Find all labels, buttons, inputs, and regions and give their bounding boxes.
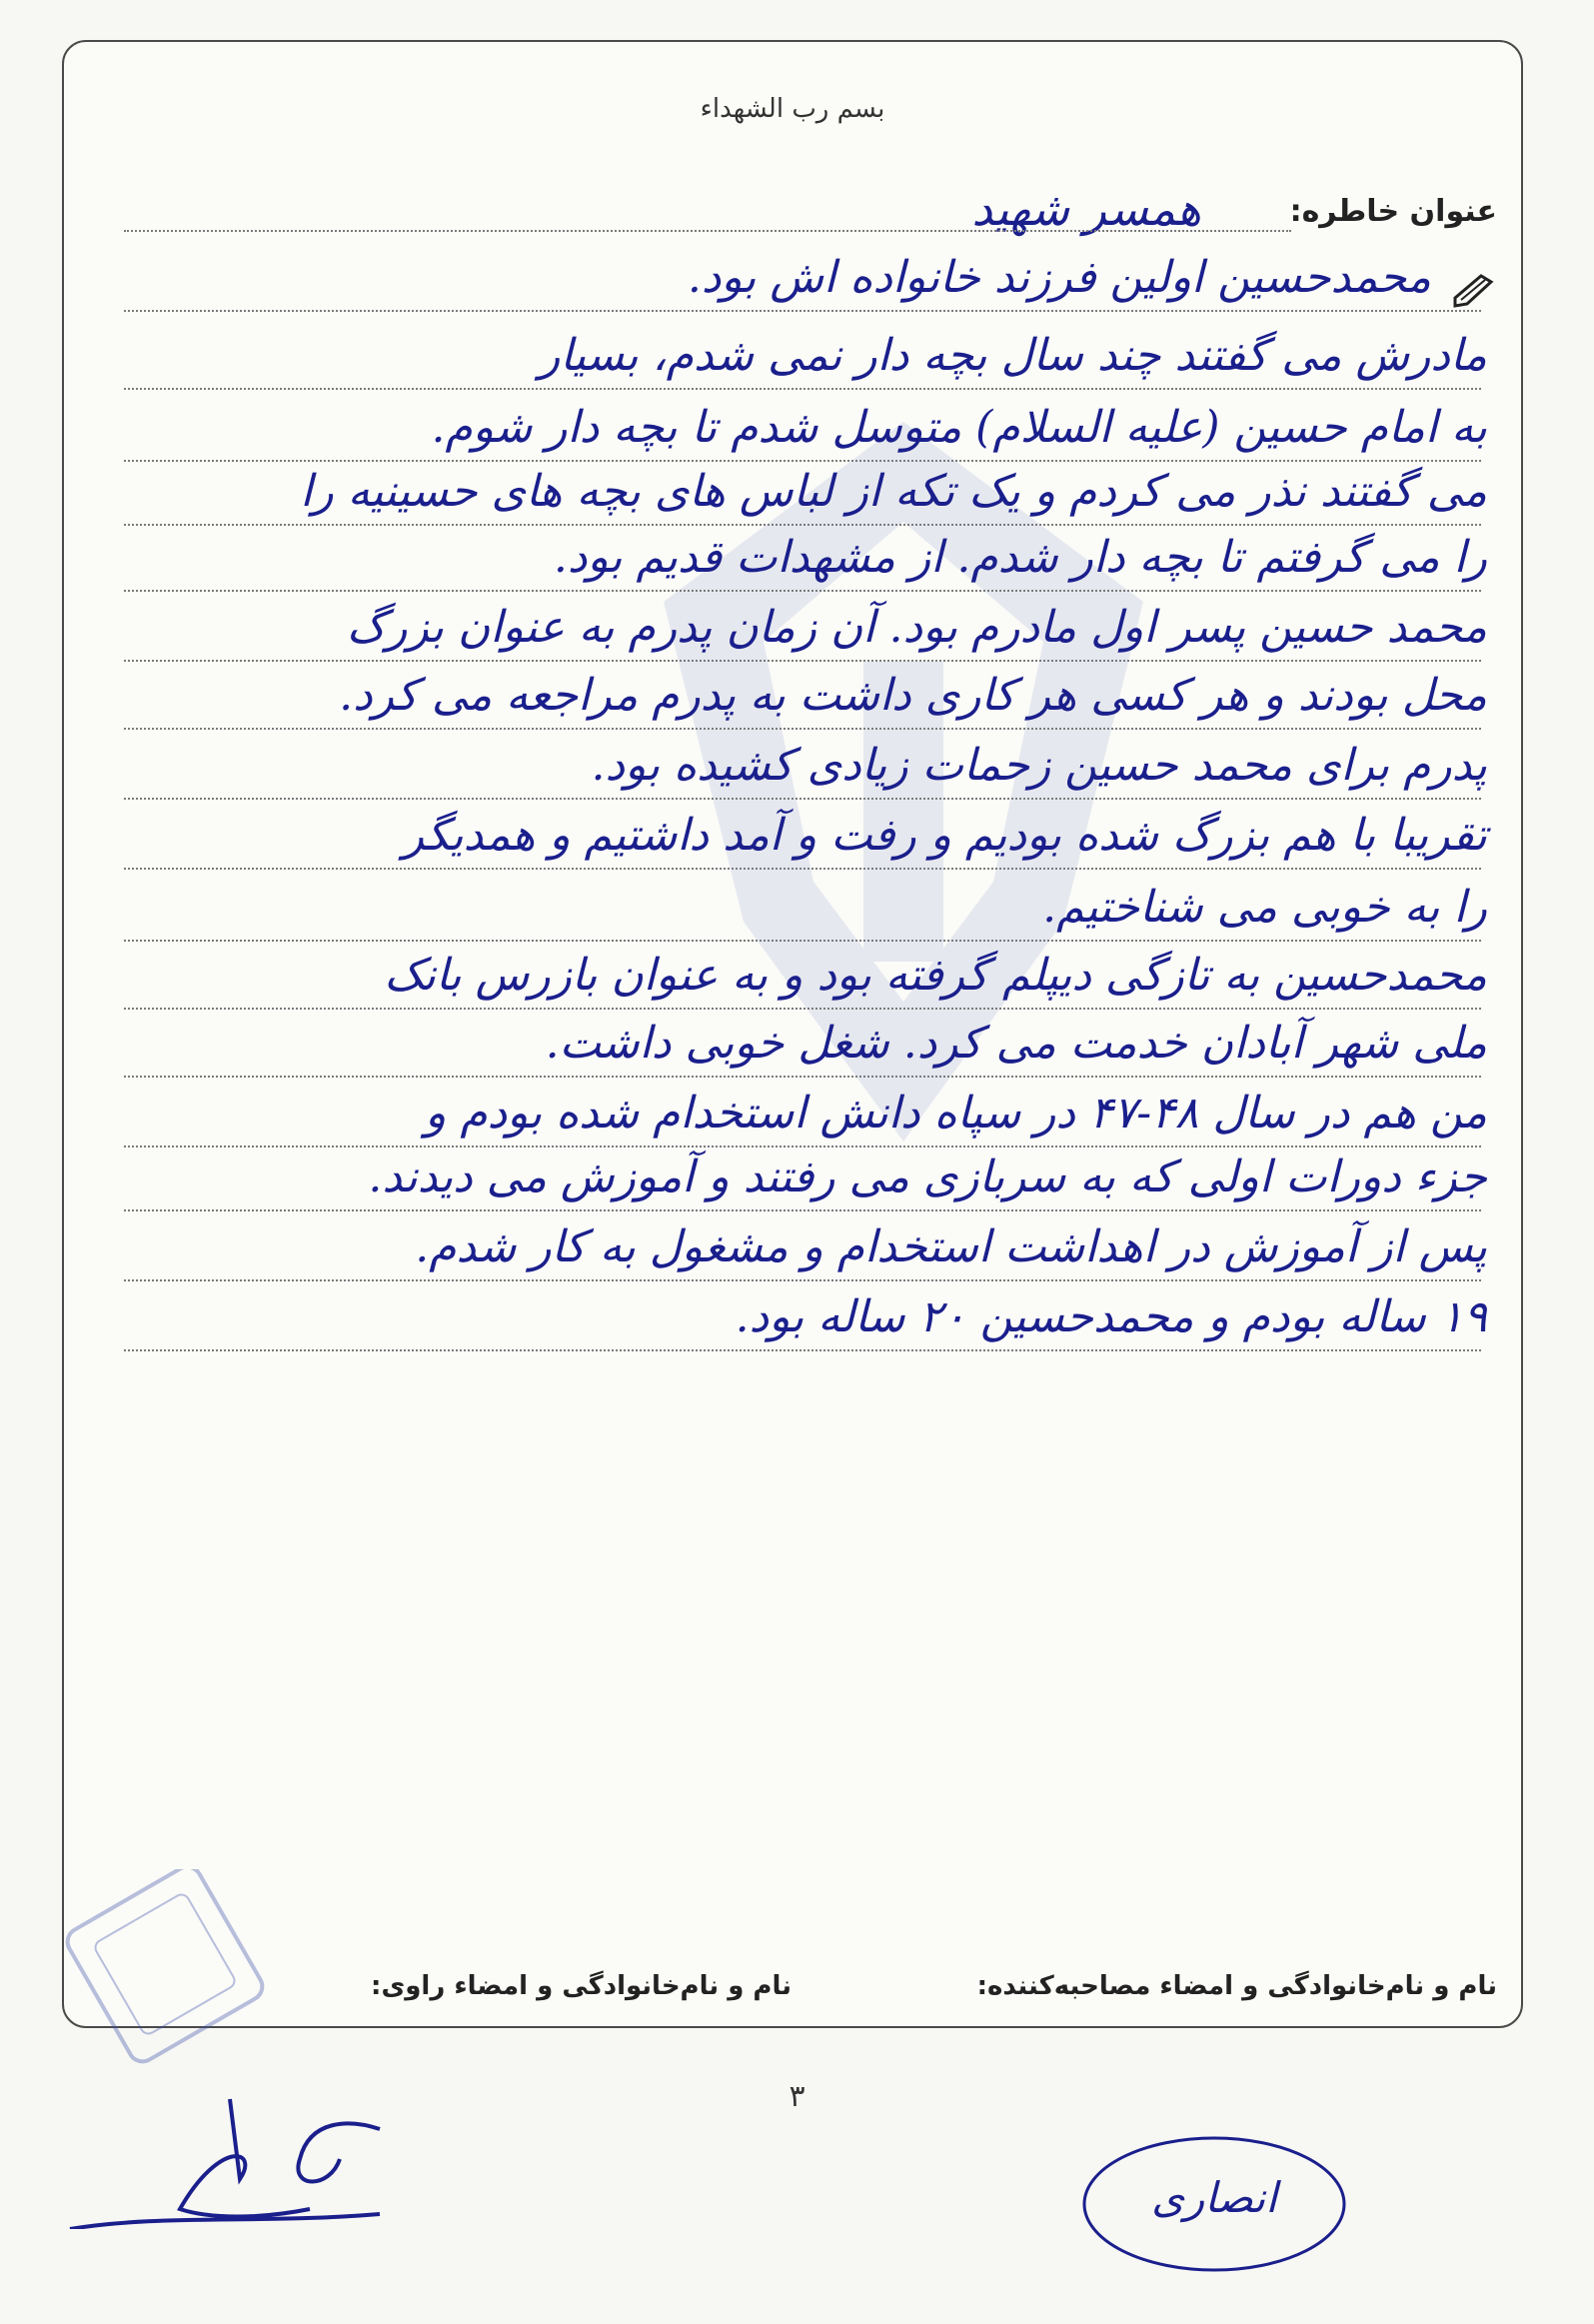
memoir-line: محمدحسین اولین فرزند خانواده اش بود.	[687, 252, 1431, 303]
memoir-line: جزء دورات اولی که به سربازی می رفتند و آموزش می دیدند.	[368, 1152, 1487, 1202]
ruled-line	[124, 1279, 1481, 1281]
left-signature-icon	[60, 2079, 390, 2229]
ruled-line	[124, 728, 1481, 730]
right-signature-text: انصاری	[1151, 2173, 1277, 2222]
memoir-line: پس از آموزش در اهداشت استخدام و مشغول به کار شدم.	[415, 1221, 1487, 1272]
memoir-line: را می گرفتم تا بچه دار شدم. از مشهدات قدیم بود.	[553, 532, 1487, 583]
ruled-line	[124, 660, 1481, 662]
memory-title-value: همسر شهید	[971, 182, 1201, 236]
memoir-line: مادرش می گفتند چند سال بچه دار نمی شدم، بسیار	[539, 330, 1487, 381]
ruled-line	[124, 590, 1481, 592]
ruled-line	[124, 1349, 1481, 1351]
memoir-line: محمدحسین به تازگی دیپلم گرفته بود و به عنوان بازرس بانک	[384, 950, 1487, 1001]
ruled-line	[124, 798, 1481, 800]
ruled-line	[124, 940, 1481, 942]
pen-icon	[1451, 268, 1499, 310]
page-number: ۳	[789, 2079, 805, 2114]
form-header: بسم رب الشهداء	[700, 94, 885, 124]
memoir-line: پدرم برای محمد حسین زحمات زیادی کشیده بود.	[591, 740, 1487, 791]
right-signature	[1079, 2129, 1349, 2279]
ruled-line	[124, 1209, 1481, 1211]
form-sheet	[62, 40, 1523, 2028]
memoir-line: را به خوبی می شناختیم.	[1042, 882, 1487, 933]
interviewer-signature-label: نام و نام‌خانوادگی و امضاء مصاحبه‌کننده:	[976, 1971, 1497, 2001]
ruled-line	[124, 1008, 1481, 1010]
memoir-line: محل بودند و هر کسی هر کاری داشت به پدرم مراجعه می کرد.	[339, 670, 1487, 721]
memoir-line: ۱۹ ساله بودم و محمدحسین ۲۰ ساله بود.	[735, 1291, 1487, 1342]
memoir-line: من هم در سال ۴۸-۴۷ در سپاه دانش استخدام شده بودم و	[425, 1088, 1487, 1139]
ink-stamp-icon	[60, 1869, 270, 2069]
memoir-line: ملی شهر آبادان خدمت می کرد. شغل خوبی داشت.	[545, 1018, 1487, 1069]
memoir-line: می گفتند نذر می کردم و یک تکه از لباس های بچه های حسینیه را	[300, 466, 1487, 517]
ruled-line	[124, 1076, 1481, 1078]
memoir-line: به امام حسین (علیه السلام) متوسل شدم تا بچه دار شوم.	[431, 402, 1487, 453]
memory-title-label: عنوان خاطره:	[1289, 194, 1497, 229]
ruled-line	[124, 524, 1481, 526]
ruled-line	[124, 388, 1481, 390]
memoir-line: تقریبا با هم بزرگ شده بودیم و رفت و آمد داشتیم و همدیگر	[402, 810, 1487, 861]
memoir-line: محمد حسین پسر اول مادرم بود. آن زمان پدرم به عنوان بزرگ	[346, 602, 1487, 653]
narrator-signature-label: نام و نام‌خانوادگی و امضاء راوی:	[371, 1971, 792, 2001]
ruled-line	[124, 310, 1481, 312]
ruled-line	[124, 230, 1291, 232]
ruled-line	[124, 868, 1481, 870]
